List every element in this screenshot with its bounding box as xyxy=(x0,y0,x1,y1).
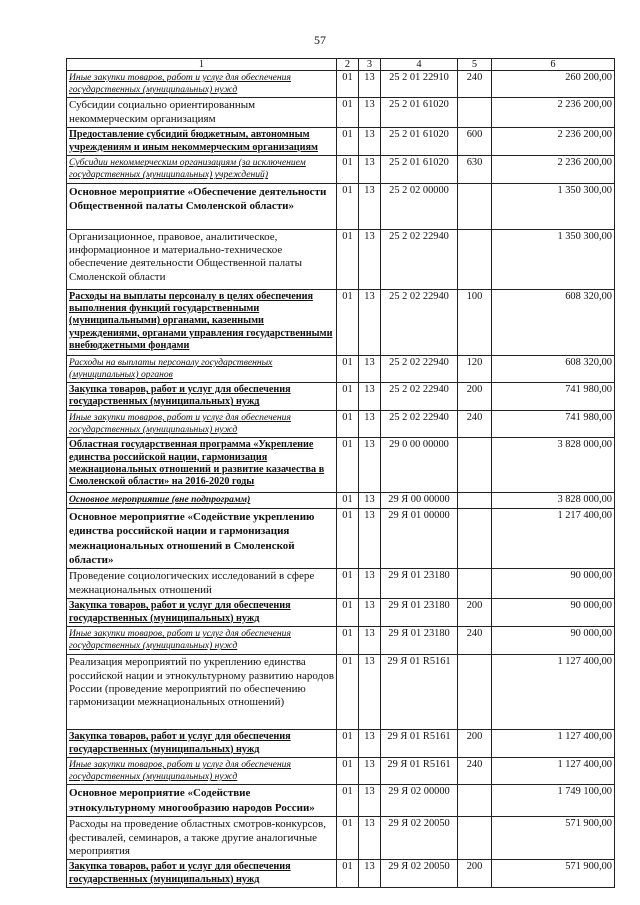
row-name: Основное мероприятие «Обеспечение деятельности Общественной палаты Смоленской области» xyxy=(67,183,337,229)
table-row xyxy=(67,98,615,128)
target-article-code: 25 2 01 61020 xyxy=(381,128,458,156)
amount: 571 900,00 xyxy=(492,817,615,860)
target-article-code: 25 2 02 00000 xyxy=(381,183,458,229)
row-name: Расходы на выплаты персоналу в целях обеспечения выполнения функций государственными (муниципальными) органами, казенными учреждениями, органами управления государственными внебюджетными фондами xyxy=(67,289,337,355)
expense-type-code: 240 xyxy=(458,757,492,784)
table-row xyxy=(67,508,615,569)
subsection-code: 13 xyxy=(359,757,381,784)
table-row xyxy=(67,438,615,493)
amount: 571 900,00 xyxy=(492,860,615,888)
target-article-code: 29 Я 00 00000 xyxy=(381,493,458,509)
row-name: Организационное, правовое, аналитическое, информационное и материально-техническое обеспечение деятельности Общественной палаты Смоленской области xyxy=(67,229,337,289)
expense-type-code: 240 xyxy=(458,627,492,655)
amount: 608 320,00 xyxy=(492,289,615,355)
table-row xyxy=(67,383,615,411)
expense-type-code xyxy=(458,183,492,229)
column-header: 6 xyxy=(492,59,615,71)
expense-type-code: 600 xyxy=(458,128,492,156)
target-article-code: 29 Я 01 R5161 xyxy=(381,655,458,730)
target-article-code: 29 Я 01 23180 xyxy=(381,627,458,655)
amount: 1 127 400,00 xyxy=(492,730,615,758)
expense-type-code: 100 xyxy=(458,289,492,355)
target-article-code: 29 0 00 00000 xyxy=(381,438,458,493)
subsection-code: 13 xyxy=(359,438,381,493)
row-name: Расходы на проведение областных смотров-конкурсов, фестивалей, семинаров, а также другие аналогичные мероприятия xyxy=(67,817,337,860)
row-name: Реализация мероприятий по укреплению единства российской нации и этнокультурному развитию народов России (проведение мероприятий по обеспечению гармонизации межнациональных отношений) xyxy=(67,655,337,730)
section-code: 01 xyxy=(337,438,359,493)
expense-type-code xyxy=(458,655,492,730)
table-row xyxy=(67,730,615,758)
amount: 2 236 200,00 xyxy=(492,128,615,156)
amount: 1 350 300,00 xyxy=(492,183,615,229)
amount: 90 000,00 xyxy=(492,599,615,627)
expense-type-code xyxy=(458,569,492,599)
section-code: 01 xyxy=(337,569,359,599)
target-article-code: 25 2 02 22940 xyxy=(381,289,458,355)
section-code: 01 xyxy=(337,508,359,569)
row-name: Закупка товаров, работ и услуг для обеспечения государственных (муниципальных) нужд xyxy=(67,730,337,758)
target-article-code: 29 Я 02 20050 xyxy=(381,817,458,860)
target-article-code: 29 Я 02 00000 xyxy=(381,785,458,817)
table-row xyxy=(67,627,615,655)
amount: 2 236 200,00 xyxy=(492,98,615,128)
expense-type-code: 630 xyxy=(458,156,492,183)
row-name: Иные закупки товаров, работ и услуг для обеспечения государственных (муниципальных) нужд xyxy=(67,410,337,437)
section-code: 01 xyxy=(337,860,359,888)
subsection-code: 13 xyxy=(359,229,381,289)
subsection-code: 13 xyxy=(359,383,381,411)
table-row xyxy=(67,71,615,98)
section-code: 01 xyxy=(337,156,359,183)
amount: 1 749 100,00 xyxy=(492,785,615,817)
subsection-code: 13 xyxy=(359,860,381,888)
column-header: 3 xyxy=(359,59,381,71)
table-row xyxy=(67,229,615,289)
section-code: 01 xyxy=(337,493,359,509)
table-row xyxy=(67,655,615,730)
table-row xyxy=(67,599,615,627)
column-header: 4 xyxy=(381,59,458,71)
subsection-code: 13 xyxy=(359,410,381,437)
table-row xyxy=(67,785,615,817)
section-code: 01 xyxy=(337,128,359,156)
table-row xyxy=(67,757,615,784)
expense-type-code xyxy=(458,98,492,128)
target-article-code: 29 Я 02 20050 xyxy=(381,860,458,888)
section-code: 01 xyxy=(337,817,359,860)
amount: 90 000,00 xyxy=(492,569,615,599)
target-article-code: 25 2 01 61020 xyxy=(381,156,458,183)
row-name: Иные закупки товаров, работ и услуг для обеспечения государственных (муниципальных) нужд xyxy=(67,71,337,98)
row-name: Основное мероприятие «Содействие этнокультурному многообразию народов России» xyxy=(67,785,337,817)
row-name: Закупка товаров, работ и услуг для обеспечения государственных (муниципальных) нужд xyxy=(67,860,337,888)
table-row xyxy=(67,183,615,229)
amount: 3 828 000,00 xyxy=(492,438,615,493)
section-code: 01 xyxy=(337,599,359,627)
subsection-code: 13 xyxy=(359,128,381,156)
section-code: 01 xyxy=(337,355,359,382)
subsection-code: 13 xyxy=(359,156,381,183)
section-code: 01 xyxy=(337,730,359,758)
section-code: 01 xyxy=(337,627,359,655)
budget-table xyxy=(66,58,615,888)
expense-type-code: 200 xyxy=(458,599,492,627)
subsection-code: 13 xyxy=(359,493,381,509)
amount: 1 127 400,00 xyxy=(492,757,615,784)
subsection-code: 13 xyxy=(359,98,381,128)
target-article-code: 25 2 02 22940 xyxy=(381,355,458,382)
section-code: 01 xyxy=(337,289,359,355)
row-name: Областная государственная программа «Укрепление единства российской нации, гармонизация межнациональных отношений и развитие казачества в Смоленской области» на 2016-2020 годы xyxy=(67,438,337,493)
amount: 1 127 400,00 xyxy=(492,655,615,730)
amount: 1 350 300,00 xyxy=(492,229,615,289)
table-row xyxy=(67,156,615,183)
column-header: 5 xyxy=(458,59,492,71)
amount: 260 200,00 xyxy=(492,71,615,98)
row-name: Расходы на выплаты персоналу государственных (муниципальных) органов xyxy=(67,355,337,382)
row-name: Субсидии социально ориентированным некоммерческим организациям xyxy=(67,98,337,128)
row-name: Закупка товаров, работ и услуг для обеспечения государственных (муниципальных) нужд xyxy=(67,383,337,411)
section-code: 01 xyxy=(337,183,359,229)
subsection-code: 13 xyxy=(359,183,381,229)
column-header: 2 xyxy=(337,59,359,71)
table-row xyxy=(67,860,615,888)
amount: 608 320,00 xyxy=(492,355,615,382)
target-article-code: 29 Я 01 R5161 xyxy=(381,730,458,758)
table-row xyxy=(67,817,615,860)
expense-type-code xyxy=(458,508,492,569)
target-article-code: 29 Я 01 23180 xyxy=(381,599,458,627)
section-code: 01 xyxy=(337,71,359,98)
expense-type-code xyxy=(458,785,492,817)
page-number: 57 xyxy=(314,33,326,47)
section-code: 01 xyxy=(337,98,359,128)
subsection-code: 13 xyxy=(359,508,381,569)
subsection-code: 13 xyxy=(359,817,381,860)
table-row xyxy=(67,410,615,437)
row-name: Основное мероприятие «Содействие укреплению единства российской нации и гармонизация межнациональных отношений в Смоленской области» xyxy=(67,508,337,569)
expense-type-code: 200 xyxy=(458,860,492,888)
subsection-code: 13 xyxy=(359,730,381,758)
table-row xyxy=(67,355,615,382)
row-name: Субсидии некоммерческим организациям (за исключением государственных (муниципальных) учреждений) xyxy=(67,156,337,183)
section-code: 01 xyxy=(337,757,359,784)
target-article-code: 25 2 02 22940 xyxy=(381,410,458,437)
target-article-code: 29 Я 01 00000 xyxy=(381,508,458,569)
subsection-code: 13 xyxy=(359,785,381,817)
table-row xyxy=(67,128,615,156)
target-article-code: 29 Я 01 23180 xyxy=(381,569,458,599)
table-body xyxy=(67,71,615,888)
amount: 1 217 400,00 xyxy=(492,508,615,569)
expense-type-code xyxy=(458,229,492,289)
subsection-code: 13 xyxy=(359,655,381,730)
subsection-code: 13 xyxy=(359,627,381,655)
subsection-code: 13 xyxy=(359,569,381,599)
row-name: Закупка товаров, работ и услуг для обеспечения государственных (муниципальных) нужд xyxy=(67,599,337,627)
target-article-code: 25 2 02 22940 xyxy=(381,229,458,289)
amount: 741 980,00 xyxy=(492,383,615,411)
section-code: 01 xyxy=(337,785,359,817)
expense-type-code: 120 xyxy=(458,355,492,382)
target-article-code: 25 2 01 61020 xyxy=(381,98,458,128)
section-code: 01 xyxy=(337,410,359,437)
subsection-code: 13 xyxy=(359,71,381,98)
expense-type-code: 240 xyxy=(458,410,492,437)
subsection-code: 13 xyxy=(359,599,381,627)
subsection-code: 13 xyxy=(359,355,381,382)
amount: 741 980,00 xyxy=(492,410,615,437)
amount: 2 236 200,00 xyxy=(492,156,615,183)
expense-type-code xyxy=(458,817,492,860)
expense-type-code xyxy=(458,438,492,493)
expense-type-code: 200 xyxy=(458,730,492,758)
table-row xyxy=(67,569,615,599)
expense-type-code xyxy=(458,493,492,509)
section-code: 01 xyxy=(337,383,359,411)
column-header: 1 xyxy=(67,59,337,71)
target-article-code: 25 2 01 22910 xyxy=(381,71,458,98)
row-name: Иные закупки товаров, работ и услуг для обеспечения государственных (муниципальных) нужд xyxy=(67,757,337,784)
amount: 90 000,00 xyxy=(492,627,615,655)
table-row xyxy=(67,493,615,509)
row-name: Иные закупки товаров, работ и услуг для обеспечения государственных (муниципальных) нужд xyxy=(67,627,337,655)
table-row xyxy=(67,289,615,355)
target-article-code: 29 Я 01 R5161 xyxy=(381,757,458,784)
row-name: Основное мероприятие (вне подпрограмм) xyxy=(67,493,337,509)
expense-type-code: 240 xyxy=(458,71,492,98)
expense-type-code: 200 xyxy=(458,383,492,411)
section-code: 01 xyxy=(337,229,359,289)
amount: 3 828 000,00 xyxy=(492,493,615,509)
section-code: 01 xyxy=(337,655,359,730)
row-name: Предоставление субсидий бюджетным, автономным учреждениям и иным некоммерческим организациям xyxy=(67,128,337,156)
header-row xyxy=(67,59,615,71)
target-article-code: 25 2 02 22940 xyxy=(381,383,458,411)
row-name: Проведение социологических исследований в сфере межнациональных отношений xyxy=(67,569,337,599)
subsection-code: 13 xyxy=(359,289,381,355)
